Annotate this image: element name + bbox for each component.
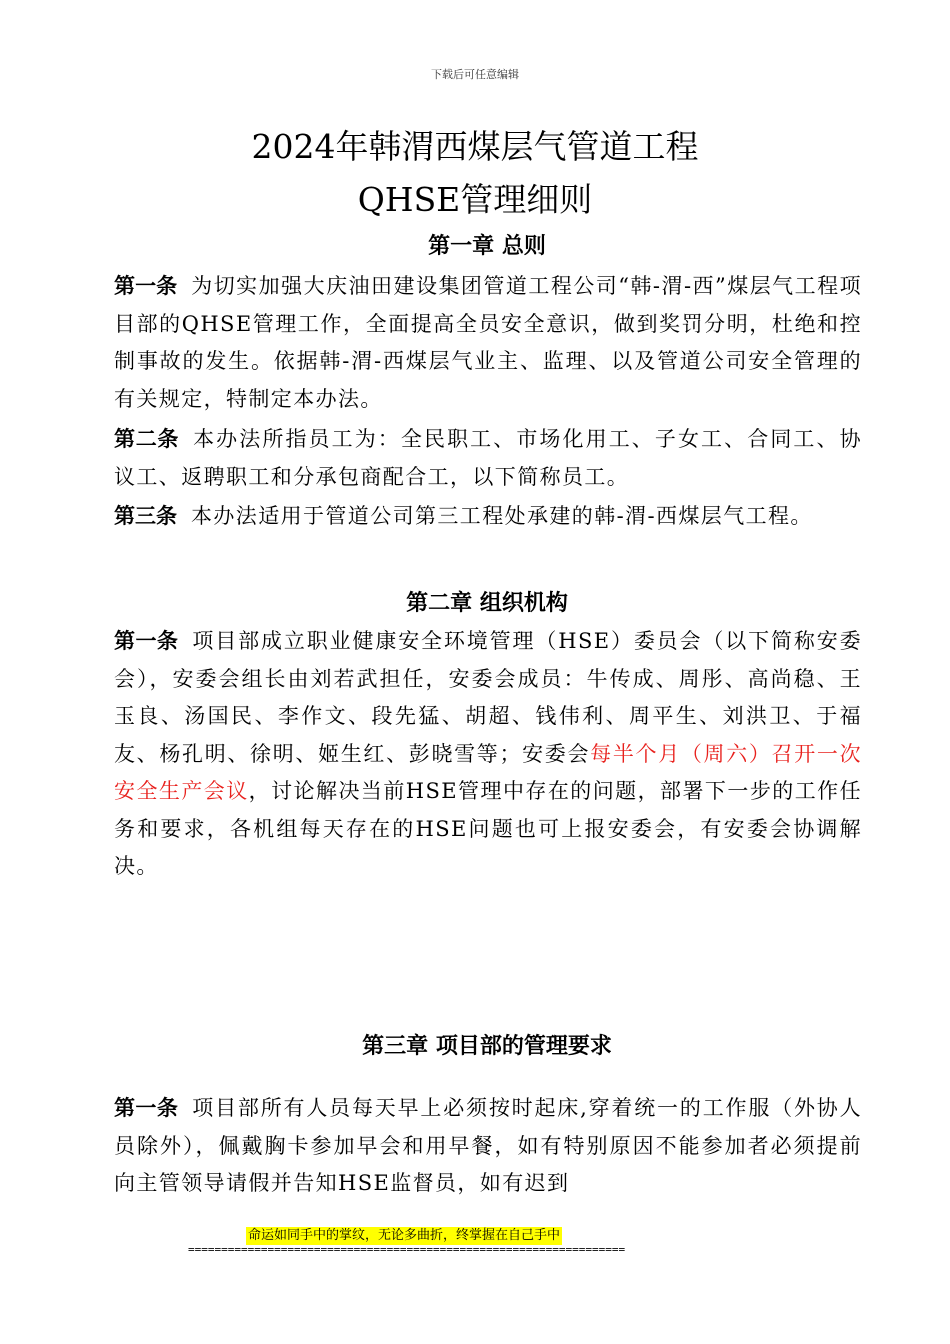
article-text: 本办法所指员工为：全民职工、市场化用工、子女工、合同工、协议工、返聘职工和分承包商配合工，以下简称员工。 — [114, 427, 862, 489]
chapter-1-article-1 — [114, 268, 862, 418]
article-label: 第二条 — [114, 427, 180, 451]
article-text: 项目部所有人员每天早上必须按时起床,穿着统一的工作服（外协人员除外），佩戴胸卡参加早会和用早餐，如有特别原因不能参加者必须提前向主管领导请假并告知HSE监督员，如有迟到 — [114, 1096, 862, 1195]
chapter-3-heading: 第三章 项目部的管理要求 — [362, 1034, 612, 1059]
article-label: 第三条 — [114, 504, 177, 528]
article-text: 为切实加强大庆油田建设集团管道工程公司“韩-渭-西”煤层气工程项目部的QHSE管理工作，全面提高全员安全意识，做到奖罚分明，杜绝和控制事故的发生。依据韩-渭-西煤层气业主、监理、以及管道公司安全管理的有关规定，特制定本办法。 — [114, 274, 863, 411]
chapter-1-heading: 第一章 总则 — [428, 234, 546, 259]
footer-motto: 命运如同手中的掌纹，无论多曲折，终掌握在自己手中 — [248, 1228, 561, 1243]
document-title-line-2: QHSE管理细则 — [357, 180, 593, 219]
highlighted-meeting-text: 每半个月（周六）召开一次安全生产会议 — [114, 741, 862, 803]
article-label: 第一条 — [114, 629, 179, 653]
chapter-2-article-1 — [114, 623, 862, 886]
document-title-line-1: 2024年韩渭西煤层气管道工程 — [251, 127, 699, 166]
page-header-note: 下载后可任意编辑 — [431, 68, 519, 81]
chapter-2-heading: 第二章 组织机构 — [406, 591, 568, 616]
article-text-continued: ，讨论解决当前HSE管理中存在的问题，部署下一步的工作任务和要求，各机组每天存在的HSE问题也可上报安委会，有安委会协调解决。 — [114, 779, 862, 878]
chapter-1-article-3 — [114, 498, 862, 536]
footer-divider: ================================================================== — [188, 1243, 626, 1256]
article-label: 第一条 — [114, 274, 178, 298]
article-text: 项目部成立职业健康安全环境管理（HSE）委员会（以下简称安委会），安委会组长由刘若武担任，安委会成员：牛传成、周彤、高尚稳、王玉良、汤国民、李作文、段先猛、胡超、钱伟利、周平生、刘洪卫、于福友、杨孔明、徐明、姬生红、彭晓雪等；安委会 — [114, 629, 863, 766]
article-text: 本办法适用于管道公司第三工程处承建的韩-渭-西煤层气工程。 — [191, 504, 813, 528]
chapter-3-article-1 — [114, 1090, 862, 1203]
article-label: 第一条 — [114, 1096, 179, 1120]
chapter-1-article-2 — [114, 421, 862, 496]
